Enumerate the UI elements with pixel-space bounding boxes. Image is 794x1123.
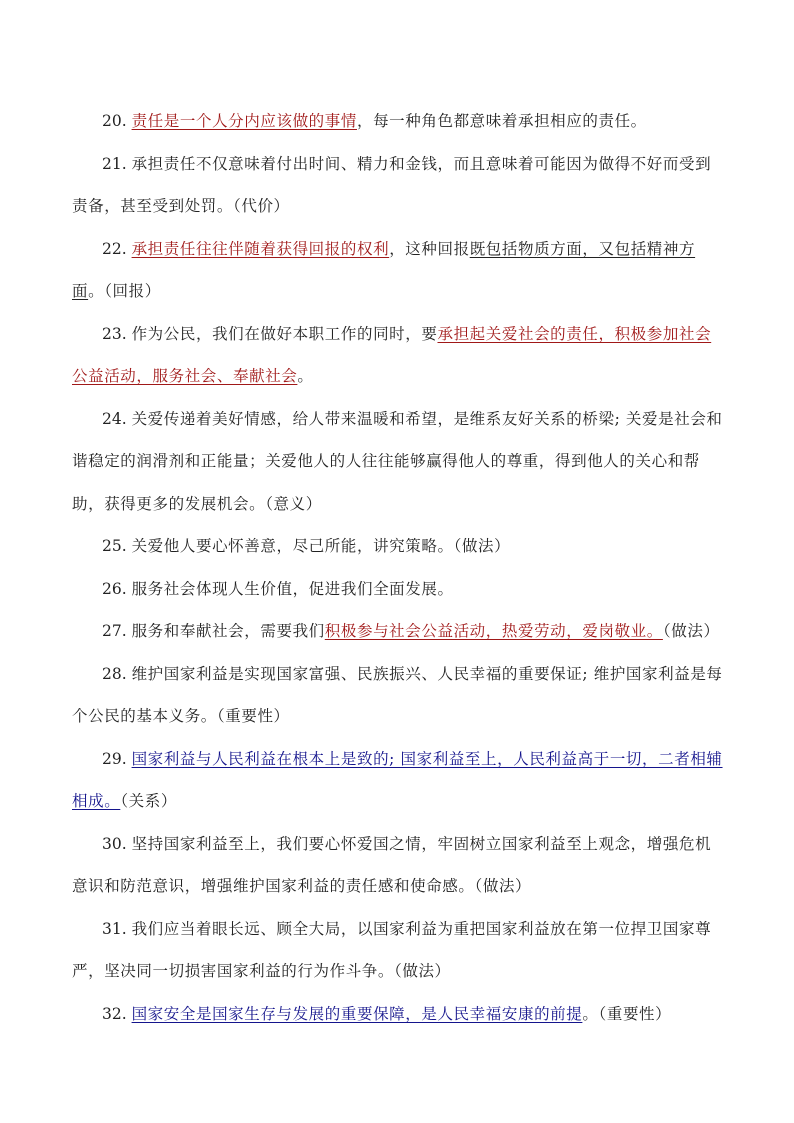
paragraph-item — [72, 993, 724, 1036]
highlighted-text: 承担责任往往伴随着获得回报的权利 — [131, 239, 390, 258]
paragraph-list — [72, 100, 724, 1035]
item-number: 22. — [102, 239, 132, 258]
paragraph-text: 作为公民，我们在做好本职工作的同时，要 — [131, 324, 438, 343]
paragraph-text: 。（重要性） — [582, 1004, 672, 1023]
item-number: 31. — [102, 919, 132, 938]
paragraph-item — [72, 823, 724, 908]
paragraph-text: 承担责任不仅意味着付出时间、精力和金钱，而且意味着可能因为做得不好而受到责备，甚至受到处罚。（代价） — [72, 154, 712, 215]
document-page — [72, 100, 724, 1035]
item-number: 26. — [102, 579, 132, 598]
paragraph-item — [72, 143, 724, 228]
item-number: 23. — [102, 324, 132, 343]
item-number: 20. — [102, 112, 132, 130]
paragraph-text: 服务和奉献社会，需要我们 — [131, 622, 325, 640]
paragraph-text: 我们应当着眼长远、顾全大局，以国家利益为重把国家利益放在第一位捍卫国家尊严，坚决同一切损害国家利益的行为作斗争。（做法） — [72, 919, 712, 980]
paragraph-text: 坚持国家利益至上，我们要心怀爱国之情，牢固树立国家利益至上观念，增强危机意识和防范意识，增强维护国家利益的责任感和使命感。（做法） — [72, 834, 712, 895]
paragraph-item — [72, 908, 724, 993]
item-number: 30. — [102, 834, 132, 853]
paragraph-item — [72, 228, 724, 313]
paragraph-text: ，这种回报 — [389, 239, 470, 258]
paragraph-text: 。（回报） — [88, 282, 161, 300]
highlighted-text: 既包括物质方面，又包括精神方面 — [72, 239, 696, 300]
highlighted-text: 承担起关爱社会的责任，积极参加社会公益活动，服务社会、奉献社会 — [72, 324, 712, 385]
paragraph-text: ，每一种角色都意味着承担相应的责任。 — [356, 112, 647, 130]
paragraph-text: 维护国家利益是实现国家富强、民族振兴、人民幸福的重要保证; 维护国家利益是每个公民的基本义务。（重要性） — [72, 664, 723, 725]
item-number: 32. — [102, 1004, 132, 1023]
paragraph-text: （做法） — [662, 622, 720, 640]
paragraph-text: 关爱传递着美好情感，给人带来温暖和希望，是维系友好关系的桥梁; 关爱是社会和谐稳定的润滑剂和正能量；关爱他人的人往往能够赢得他人的尊重，得到他人的关心和帮助，获得更多的发展机会。（意义） — [72, 409, 723, 513]
item-number: 29. — [102, 749, 132, 768]
paragraph-text: 。 — [297, 367, 314, 385]
item-number: 25. — [102, 537, 132, 555]
paragraph-item — [72, 738, 724, 823]
item-number: 24. — [102, 409, 132, 428]
highlighted-text: 责任是一个人分内应该做的事情 — [131, 112, 357, 130]
paragraph-text: 服务社会体现人生价值，促进我们全面发展。 — [131, 579, 454, 598]
item-number: 27. — [102, 622, 132, 640]
paragraph-text: 关爱他人要心怀善意，尽己所能，讲究策略。（做法） — [131, 537, 511, 555]
paragraph-item — [72, 568, 724, 611]
item-number: 28. — [102, 664, 132, 683]
paragraph-item — [72, 398, 724, 526]
highlighted-text: 国家安全是国家生存与发展的重要保障，是人民幸福安康的前提 — [131, 1004, 583, 1023]
highlighted-text: 积极参与社会公益活动，热爱劳动，爱岗敬业。 — [324, 622, 663, 640]
highlighted-text: 国家利益与人民利益在根本上是致的; 国家利益至上，人民利益高于一切，二者相辅相成。 — [72, 749, 723, 810]
paragraph-item — [72, 100, 724, 143]
item-number: 21. — [102, 154, 132, 173]
paragraph-text: （关系） — [120, 792, 177, 810]
paragraph-item — [72, 610, 724, 653]
paragraph-item — [72, 525, 724, 568]
paragraph-item — [72, 653, 724, 738]
paragraph-item — [72, 313, 724, 398]
